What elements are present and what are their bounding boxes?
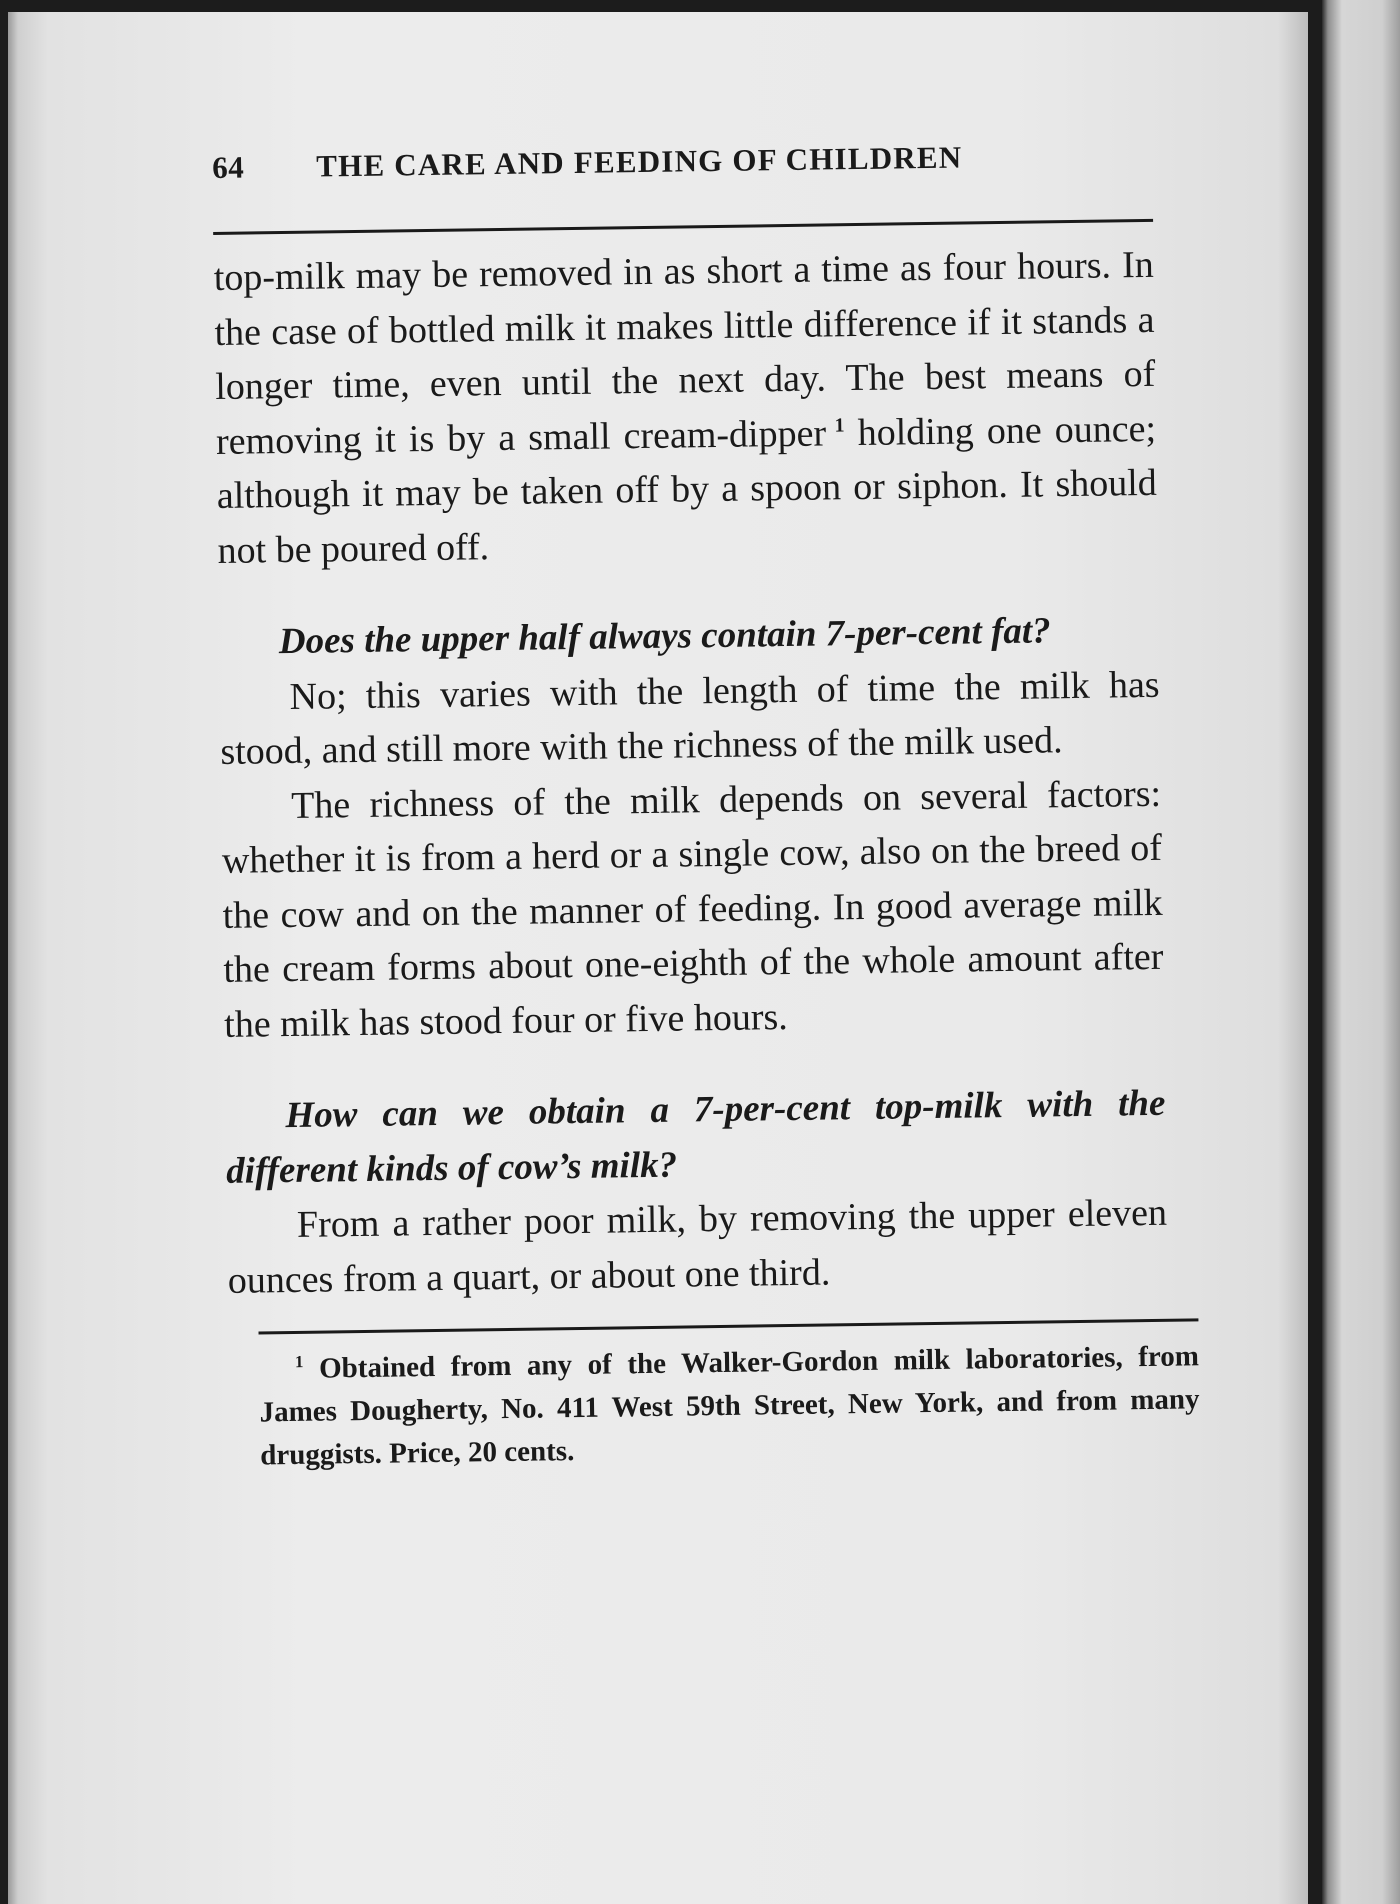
question-heading-upper-half: Does the upper half always contain 7-per-cent fat? (278, 610, 1051, 663)
paragraph-top-milk-removal (213, 238, 1157, 578)
paragraph-text-continued: holding one ounce; although it may be taken off by a spoon or siphon. It should not be poured off. (216, 407, 1158, 572)
header-rule (213, 219, 1153, 235)
footnote-text: Obtained from any of the Walker-Gordon milk laboratories, from James Dougherty, No. 411 West 59th Street, New York, and from many druggists. Price, 20 cents. (259, 1340, 1200, 1472)
paragraph-text: top-milk may be removed in as short a time as four hours. In the case of bottled milk it makes little difference if it stands a longer time, even until the next day. The best means of removing it is by a small cream-dipper (213, 243, 1156, 463)
answer-paragraph-2: The richness of the milk depends on several factors: whether it is from a herd or a single cow, also on the breed of the cow and on the manner of feeding. In good average milk the cream forms about one-eighth of the whole amount after the milk has stood four or five hours. (221, 772, 1164, 1046)
footnote-reference[interactable]: 1 (834, 414, 845, 437)
answer-paragraph-3: From a rather poor milk, by removing the upper eleven ounces from a quart, or about one third. (227, 1191, 1168, 1302)
answer-paragraph-1: No; this varies with the length of time the milk has stood, and still more with the richness of the milk used. (220, 663, 1160, 773)
page-text-block (212, 137, 1200, 1478)
adjacent-page-edge (1322, 0, 1400, 1904)
running-title: THE CARE AND FEEDING OF CHILDREN (315, 139, 963, 184)
footnote-rule (259, 1318, 1199, 1334)
running-head (212, 137, 1173, 210)
footnote (259, 1335, 1201, 1477)
question-heading-top-milk: How can we obtain a 7-per-cent top-milk with the different kinds of cow’s milk? (225, 1082, 1166, 1192)
footnote-marker: 1 (294, 1352, 304, 1372)
page-number: 64 (212, 149, 245, 185)
